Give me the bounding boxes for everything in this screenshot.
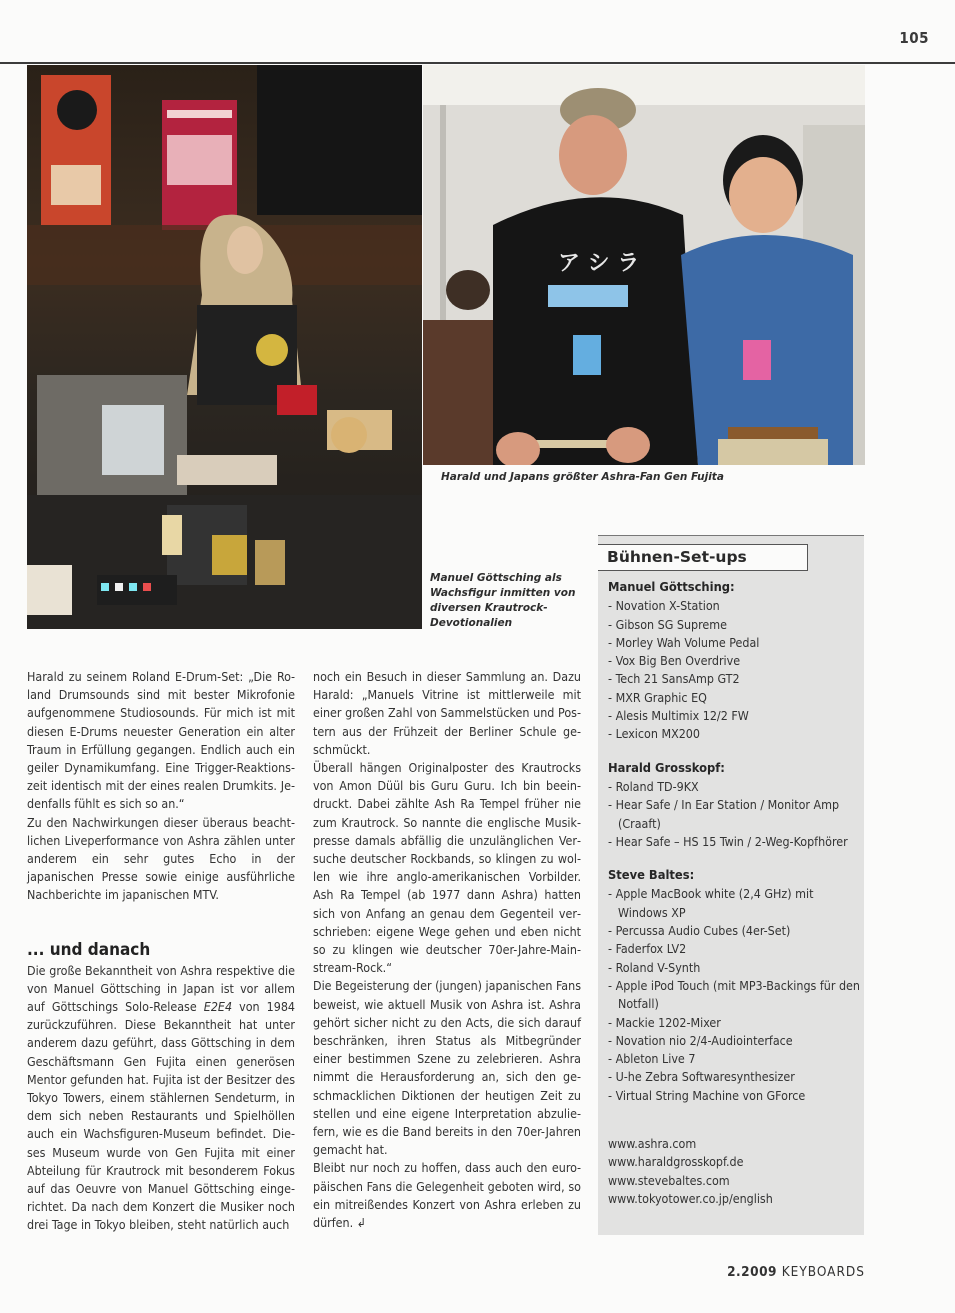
list-item: - Novation X-Station	[608, 597, 860, 615]
stage-setups-box	[598, 535, 864, 1235]
header-rule	[0, 62, 955, 64]
album-title: E2E4	[203, 999, 233, 1015]
paragraph: noch ein Besuch in dieser Sammlung an. Dazu Harald: „Manuels Vitrine ist mittlerweile mit einer großen Zahl von Sammelstücken und Postern aus der Frühzeit der Berliner Schule geschmückt.	[313, 669, 581, 757]
list-item: - Gibson SG Supreme	[608, 616, 860, 634]
list-item: - Mackie 1202-Mixer	[608, 1014, 860, 1032]
harald-fujita-photo	[423, 65, 865, 465]
svg-text:ア シ ラ: ア シ ラ	[558, 251, 640, 276]
list-item: - Apple iPod Touch (mit MP3-Backings für den Notfall)	[608, 977, 860, 1014]
issue-number: 2.2009	[727, 1264, 777, 1280]
website-link[interactable]: www.ashra.com	[608, 1136, 697, 1152]
list-item: - Percussa Audio Cubes (4er-Set)	[608, 922, 860, 940]
list-item: - Hear Safe – HS 15 Twin / 2-Weg-Kopfhörer	[608, 833, 860, 851]
paragraph: Überall hängen Originalposter des Krautrocks von Amon Düül bis Guru Guru. Ich bin beeindruckt. Dabei zählte Ash Ra Tempel früher nie zum Krautrock. So nannte die englische Musikpresse damals abfällig die unzulänglichen Versuche deutscher Rockbands, so klingen zu wollen wie ihre anglo-amerikanischen Vorbilder. Ash Ra Tempel (ab 1977 dann Ashra) hatten sich von Anfang an genau dem Gegenteil verschrieben: eigene Wege gehen und eben nicht so zu klingen wie deutscher 70er-Jahre-Mainstream-Rock.“	[313, 760, 581, 976]
list-item: - Novation nio 2/4-Audiointerface	[608, 1032, 860, 1050]
list-item: - MXR Graphic EQ	[608, 689, 860, 707]
paragraph: Harald zu seinem Roland E-Drum-Set: „Die Roland Drumsounds sind mit bester Mikrofonie aufgenommene Studiosounds. Für mich ist mit diesen E-Drums neuester Generation ein alter Traum in Erfüllung gegangen. Endlich auch ein geiler Dynamikumfang. Eine Trigger-Reaktionszeit identisch mit der eines realen Drumkits. Jedenfalls fühlt es sich so an.“	[27, 669, 295, 812]
list-item: - Ableton Live 7	[608, 1050, 860, 1068]
section-heading: Steve Baltes:	[608, 868, 695, 884]
paragraph: Die Begeisterung der (jungen) japanischen Fans beweist, wie aktuell Musik von Ashra ist. Ashra gehört sicher nicht zu den Acts, die sich darauf beschränken, ihren Status als Mitbegründer einer bestimmen Szene zu zelebrieren. Ashra nimmt die Herausforderung an, sich den geschmacklichen Diktionen der heutigen Zeit zu stellen und eine eigene Interpretation abzuliefern, wie es die Band bereits in den 70er-Jahren gemacht hat.	[313, 978, 581, 1158]
list-item: - Roland TD-9KX	[608, 778, 860, 796]
paragraph: Die große Bekanntheit von Ashra respektive die von Manuel Göttsching in Japan ist vor allem auf Göttschings Solo-Release E2E4 von 1984 zurückzuführen. Diese Bekanntheit hat unter anderem dazu geführt, dass Göttsching in dem Geschäftsmann Gen Fujita einen generösen Mentor gefunden hat. Fujita ist der Besitzer des Tokyo Towers, einem stählernen Sendeturm, in dem sich neben Restaurants und Spielhöllen auch ein Wachsfiguren-Museum befindet. Dieses Museum wurde von Gen Fujita mit einer Abteilung für Krautrock mit besonderem Fokus auf das Oeuvre von Manuel Göttsching eingerichtet. Da nach dem Konzert die Musiker noch drei Tage in Tokyo bleiben, steht natürlich auch	[27, 962, 295, 1233]
gear-list	[608, 885, 860, 1105]
list-item: - Hear Safe / In Ear Station / Monitor Amp (Craaft)	[608, 796, 860, 833]
list-item: - Tech 21 SansAmp GT2	[608, 670, 860, 688]
wax-figure-photo	[27, 65, 422, 629]
gear-list	[608, 778, 860, 851]
list-item: - Apple MacBook white (2,4 GHz) mit Windows XP	[608, 885, 860, 922]
box-title: Bühnen-Set-ups	[598, 544, 808, 571]
list-item: - Vox Big Ben Overdrive	[608, 652, 860, 670]
list-item: - Faderfox LV2	[608, 940, 860, 958]
website-link[interactable]: www.stevebaltes.com	[608, 1172, 730, 1188]
list-item: - Morley Wah Volume Pedal	[608, 634, 860, 652]
article-column-2	[313, 668, 581, 1232]
paragraph: Zu den Nachwirkungen dieser überaus beachtlichen Liveperformance von Ashra zählen unter anderem ein sehr gutes Echo in der japanischen Presse sowie einige ausführliche Nachberichte im japanischen MTV.	[27, 814, 295, 903]
page-footer	[727, 1264, 865, 1280]
website-link[interactable]: www.haraldgrosskopf.de	[608, 1154, 744, 1170]
section-heading: Manuel Göttsching:	[608, 580, 735, 595]
paragraph: Bleibt nur noch zu hoffen, dass auch den europäischen Fans die Gelegenheit geboten wird, so ein mitreißendes Konzert von Ashra erleben zu dürfen. ↲	[313, 1160, 581, 1231]
list-item: - U-he Zebra Softwaresynthesizer	[608, 1068, 860, 1086]
list-item: - Alesis Multimix 12/2 FW	[608, 707, 860, 725]
magazine-name: KEYBOARDS	[781, 1264, 865, 1280]
photo-caption-right: Harald und Japans größter Ashra-Fan Gen Fujita	[441, 471, 724, 483]
section-heading: ... und danach	[27, 939, 151, 960]
page-number: 105	[899, 29, 929, 47]
photo-caption-left: Manuel Göttsching als Wachsfigur inmitten von diversen Krautrock-Devotionalien	[430, 572, 576, 629]
link-list	[608, 1135, 860, 1208]
list-item: - Virtual String Machine von GForce	[608, 1087, 860, 1105]
website-link[interactable]: www.tokyotower.co.jp/english	[608, 1190, 773, 1206]
list-item: - Roland V-Synth	[608, 959, 860, 977]
list-item: - Lexicon MX200	[608, 725, 860, 743]
box-content	[608, 579, 860, 1208]
gear-list	[608, 597, 860, 743]
section-heading: Harald Grosskopf:	[608, 760, 725, 776]
article-column-1	[27, 668, 295, 1235]
